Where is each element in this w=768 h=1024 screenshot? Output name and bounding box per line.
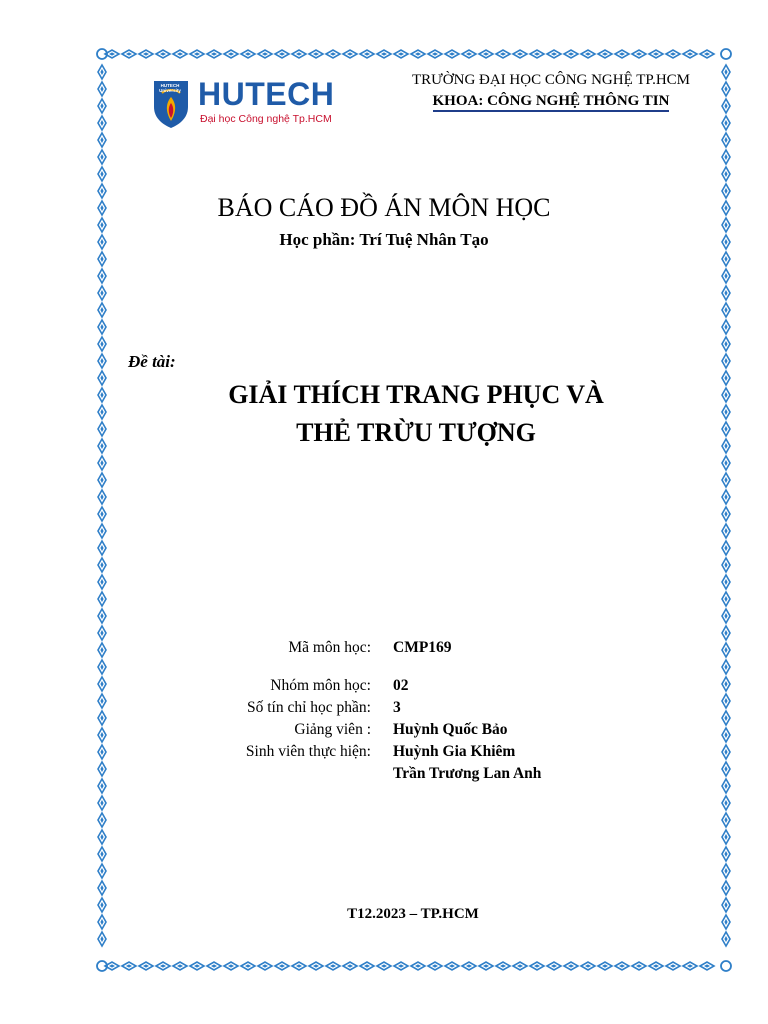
border-link [722,133,730,147]
border-link [98,864,106,878]
border-link [513,962,527,970]
student-name-1: Huỳnh Gia Khiêm [393,743,516,760]
border-link [241,50,255,58]
border-link [722,932,730,946]
border-link [309,50,323,58]
border-link [683,50,697,58]
border-link [394,962,408,970]
info-row-group [0,677,768,699]
border-link [722,354,730,368]
border-link [722,660,730,674]
border-link [98,473,106,487]
border-link [411,50,425,58]
border-link [722,626,730,640]
faculty-name-text: KHOA: CÔNG NGHỆ THÔNG TIN [433,93,670,112]
faculty-name [380,93,722,110]
border-link [258,50,272,58]
logo-badge-text: HUTECH University [159,83,181,93]
border-link [598,962,612,970]
border-link [98,354,106,368]
info-row-credits [0,699,768,721]
border-link [98,932,106,946]
border-link [122,50,136,58]
border-link [292,50,306,58]
border-link [98,592,106,606]
border-link [360,962,374,970]
border-link [722,490,730,504]
border-link [722,167,730,181]
border-link [581,50,595,58]
border-link [547,50,561,58]
lecturer-label: Giảng viên : [294,721,371,738]
border-link [598,50,612,58]
border-link [722,269,730,283]
logo-tagline: Đại học Công nghệ Tp.HCM [200,113,332,125]
border-link [98,881,106,895]
border-link [564,50,578,58]
border-link [98,490,106,504]
border-link [462,962,476,970]
border-link [275,50,289,58]
border-link [360,50,374,58]
border-link [722,99,730,113]
border-link [513,50,527,58]
border-link [98,541,106,555]
border-link [722,116,730,130]
border-link [722,473,730,487]
border-link [190,50,204,58]
border-corner [721,961,731,971]
border-link [700,50,714,58]
border-link [428,962,442,970]
border-link [411,962,425,970]
border-link [496,50,510,58]
border-link [98,320,106,334]
logo-wordmark: HUTECH [198,76,335,112]
border-link [479,50,493,58]
border-link [722,337,730,351]
students-label: Sinh viên thực hiện: [245,743,371,760]
border-link [98,847,106,861]
border-link [547,962,561,970]
border-link [98,456,106,470]
border-link [581,962,595,970]
border-link [258,962,272,970]
border-link [722,456,730,470]
topic-line-1: GIẢI THÍCH TRANG PHỤC VÀ [228,380,604,409]
border-link [722,507,730,521]
border-link [98,99,106,113]
border-link [615,962,629,970]
border-link [309,962,323,970]
border-link [98,337,106,351]
border-link [190,962,204,970]
border-link [377,962,391,970]
border-link [632,50,646,58]
report-subtitle: Học phần: Trí Tuệ Nhân Tạo [279,230,489,249]
border-link [292,962,306,970]
border-link [326,962,340,970]
border-link [98,286,106,300]
info-row-course-code [0,639,768,661]
border-link [343,962,357,970]
border-link [530,962,544,970]
border-link [530,50,544,58]
course-code-value: CMP169 [393,639,452,656]
border-link [722,65,730,79]
border-link [632,962,646,970]
border-link [98,575,106,589]
border-link [98,269,106,283]
border-link [343,50,357,58]
border-link [173,50,187,58]
border-link [666,50,680,58]
border-link [722,286,730,300]
border-link [479,962,493,970]
border-link [98,626,106,640]
border-link [428,50,442,58]
border-corner [721,49,731,59]
border-link [700,962,714,970]
border-link [445,50,459,58]
border-link [326,50,340,58]
credits-value: 3 [393,699,401,716]
border-link [722,541,730,555]
border-link [156,50,170,58]
report-title: BÁO CÁO ĐỒ ÁN MÔN HỌC [217,193,551,222]
border-link [98,303,106,317]
border-link [98,830,106,844]
course-code-label: Mã môn học: [288,639,371,656]
border-link [98,796,106,810]
border-link [98,524,106,538]
border-link [666,962,680,970]
border-link [722,609,730,623]
border-link [98,133,106,147]
border-link [649,962,663,970]
border-link [615,50,629,58]
border-link [496,962,510,970]
border-link [722,558,730,572]
hutech-logo [152,77,352,133]
border-link [98,82,106,96]
border-link [139,962,153,970]
topic-title [0,376,768,452]
border-link [241,962,255,970]
border-link [98,507,106,521]
border-link [722,881,730,895]
border-link [98,813,106,827]
border-link [445,962,459,970]
border-link [564,962,578,970]
border-link [722,320,730,334]
border-link [207,50,221,58]
border-link [98,252,106,266]
border-link [224,50,238,58]
border-link [98,116,106,130]
border-link [156,962,170,970]
border-link [394,50,408,58]
border-link [98,660,106,674]
border-link [377,50,391,58]
border-link [275,962,289,970]
border-link [722,82,730,96]
border-link [207,962,221,970]
decorative-page-border [94,46,734,974]
info-row-students-2 [0,765,768,787]
border-link [462,50,476,58]
border-link [722,575,730,589]
border-link [683,962,697,970]
student-name-2: Trần Trương Lan Anh [393,765,542,782]
info-row-lecturer [0,721,768,743]
border-link [722,524,730,538]
school-name: TRƯỜNG ĐẠI HỌC CÔNG NGHỆ TP.HCM [411,72,691,88]
border-link [722,830,730,844]
border-link [722,592,730,606]
border-link [722,864,730,878]
credits-label: Số tín chỉ học phần: [247,699,371,716]
info-row-students [0,743,768,765]
border-link [722,847,730,861]
lecturer-value: Huỳnh Quốc Bảo [393,721,508,738]
border-link [139,50,153,58]
border-link [173,962,187,970]
border-link [722,150,730,164]
border-link [98,558,106,572]
border-link [722,252,730,266]
border-link [722,303,730,317]
border-link [224,962,238,970]
border-link [98,167,106,181]
border-link [722,796,730,810]
topic-label: Đề tài: [128,352,176,371]
border-link [722,813,730,827]
border-link [122,962,136,970]
topic-line-2: THẺ TRỪU TƯỢNG [296,418,536,447]
group-value: 02 [393,677,409,694]
border-link [98,150,106,164]
border-link [98,65,106,79]
border-link [98,609,106,623]
footer-date-place: T12.2023 – TP.HCM [347,906,479,922]
group-label: Nhóm môn học: [270,677,371,694]
border-link [649,50,663,58]
